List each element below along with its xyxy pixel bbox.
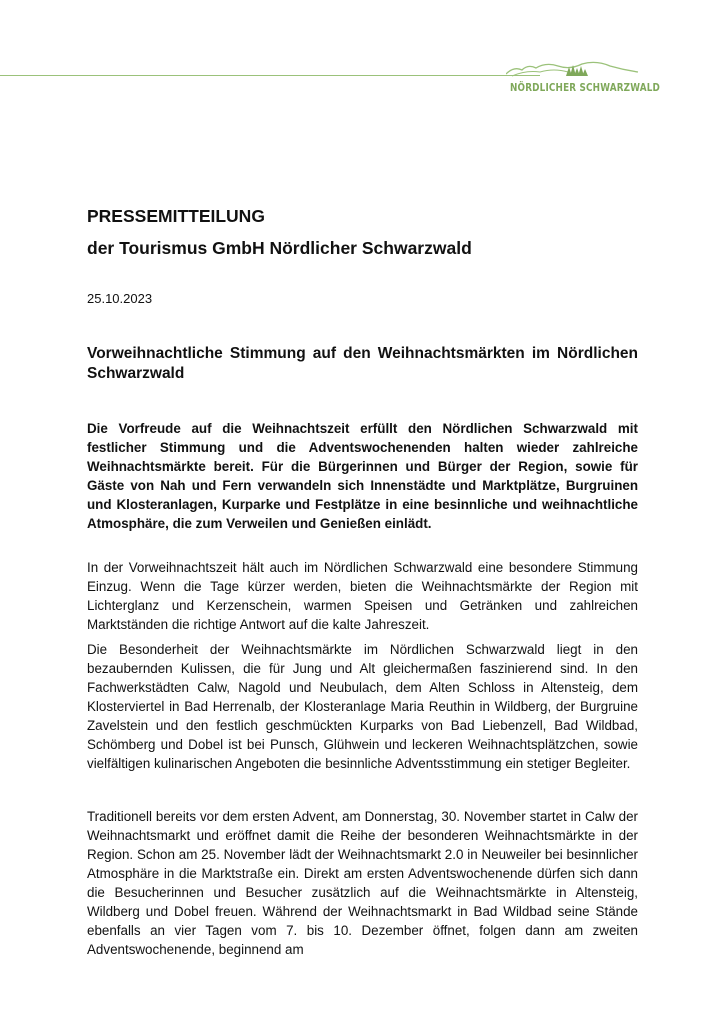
body-paragraph-2: Die Besonderheit der Weihnachtsmärkte im Nördlichen Schwarzwald liegt in den bezaubernden Kulissen, die für Jung und Alt gleichermaßen faszinierend sind. In den Fachwerkstädten Calw, Nagold und Neubulach, dem Alten Schloss in Altensteig, dem Klosterviertel in Bad Herrenalb, der Klosteranlage Maria Reuthin in Wildberg, der Burgruine Zavelstein und den festlich geschmückten Kurparks von Bad Liebenzell, Bad Wildbad, Schömberg und Dobel ist bei Punsch, Glühwein und leckeren Weihnachtsplätzchen, sowie vielfältigen kulinarischen Angeboten die besinnliche Adventsstimmung ein stetiger Begleiter.: [87, 642, 638, 771]
lead-paragraph: Die Vorfreude auf die Weihnachtszeit erfüllt den Nördlichen Schwarzwald mit festlicher Stimmung und die Adventswochenenden halten wieder zahlreiche Weihnachtsmärkte bereit. Für die Bürgerinnen und Bürger der Region, sowie für Gäste von Nah und Fern verwandeln sich Innenstädte und Marktplätze, Burgruinen und Klosteranlagen, Kurparke und Festplätze in eine besinnliche und weihnachtliche Atmosphäre, die zum Verweilen und Genießen einlädt.: [87, 421, 638, 531]
body-paragraph-1: In der Vorweihnachtszeit hält auch im Nördlichen Schwarzwald eine besondere Stimmung Einzug. Wenn die Tage kürzer werden, bieten die Weihnachtsmärkte der Region mit Lichterglanz und Kerzenschein, warmen Speisen und Getränken und zahlreichen Marktständen die richtige Antwort auf die kalte Jahreszeit.: [87, 560, 638, 632]
release-date: 25.10.2023: [87, 291, 153, 306]
body-paragraph-3: Traditionell bereits vor dem ersten Advent, am Donnerstag, 30. November startet in Calw der Weihnachtsmarkt und eröffnet damit die Reihe der besonderen Weihnachtsmärkte in der Region. Schon am 25. November lädt der Weihnachtsmarkt 2.0 in Neuweiler bei besinnlicher Atmosphäre in die Marktstraße ein. Direkt am ersten Adventswochenende dürfen sich dann die Besucherinnen und Besucher zusätzlich auf die Weihnachtsmärkte in Altensteig, Wildberg und Dobel freuen. Während der Weihnachtsmarkt in Bad Wildbad seine Stände ebenfalls an vier Tagen vom 7. bis 10. Dezember öffnet, folgen dann am zweiten Adventswochenende, beginnend am: [87, 809, 638, 957]
logo-text: NÖRDLICHER SCHWARZWALD: [510, 82, 660, 94]
article-headline: Vorweihnachtliche Stimmung auf den Weihnachtsmärkten im Nördlichen Schwarzwald: [87, 345, 638, 382]
mountain-forest-icon: [506, 58, 646, 82]
logo: [506, 58, 660, 100]
press-release-label: PRESSEMITTEILUNG: [87, 206, 265, 226]
header-divider-line: [0, 75, 540, 76]
organization-title: der Tourismus GmbH Nördlicher Schwarzwald: [87, 238, 472, 258]
